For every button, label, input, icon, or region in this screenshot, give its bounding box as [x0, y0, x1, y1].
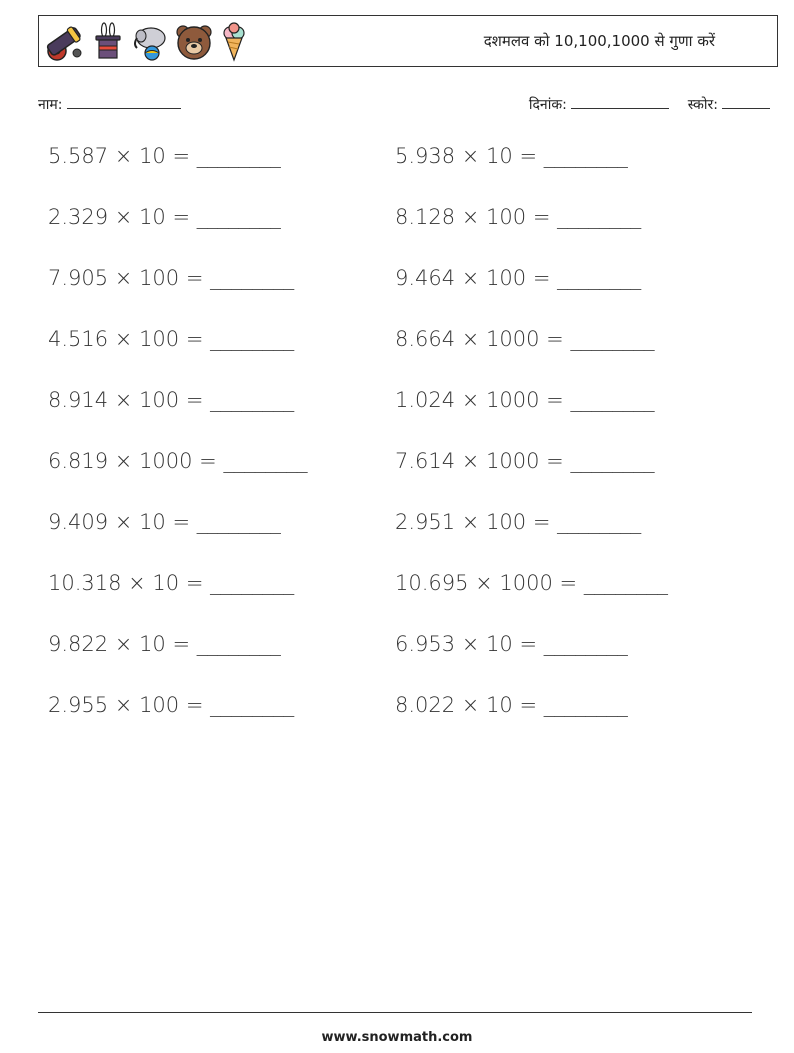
ice-cream-cone-icon [219, 22, 249, 62]
name-label: नाम: [38, 97, 63, 113]
problem-item: 10.318 × 10 = ________ [48, 571, 295, 595]
name-blank[interactable] [67, 94, 181, 109]
name-field [38, 94, 181, 114]
problem-item: 5.938 × 10 = ________ [395, 144, 628, 168]
problem-item: 6.953 × 10 = ________ [395, 632, 628, 656]
problem-row [48, 144, 748, 205]
problem-item: 8.914 × 100 = ________ [48, 388, 295, 412]
date-blank[interactable] [571, 94, 669, 109]
problem-row [48, 510, 748, 571]
problem-row [48, 449, 748, 510]
problem-item: 7.614 × 1000 = ________ [395, 449, 655, 473]
problem-item: 8.128 × 100 = ________ [395, 205, 642, 229]
problem-item: 8.664 × 1000 = ________ [395, 327, 655, 351]
date-score-fields [529, 94, 770, 114]
problem-item: 2.955 × 100 = ________ [48, 693, 295, 717]
magic-hat-rabbit-icon [91, 22, 125, 62]
problem-list [48, 144, 748, 754]
footer-divider [38, 1012, 752, 1013]
problem-row [48, 266, 748, 327]
problem-item: 9.464 × 100 = ________ [395, 266, 642, 290]
score-label: स्कोर: [687, 97, 718, 113]
problem-item: 9.822 × 10 = ________ [48, 632, 281, 656]
problem-item: 4.516 × 100 = ________ [48, 327, 295, 351]
problem-item: 7.905 × 100 = ________ [48, 266, 295, 290]
problem-item: 1.024 × 1000 = ________ [395, 388, 655, 412]
bear-face-icon [175, 22, 213, 62]
footer-url[interactable]: www.snowmath.com [321, 1030, 473, 1045]
score-blank[interactable] [722, 94, 770, 109]
problem-item: 6.819 × 1000 = ________ [48, 449, 308, 473]
worksheet-header [38, 15, 778, 67]
problem-item: 10.695 × 1000 = ________ [395, 571, 668, 595]
cannon-icon [43, 22, 85, 62]
date-label: दिनांक: [528, 97, 567, 113]
problem-item: 2.951 × 100 = ________ [395, 510, 642, 534]
problem-row [48, 205, 748, 266]
problem-item: 8.022 × 10 = ________ [395, 693, 628, 717]
problem-row [48, 632, 748, 693]
problem-row [48, 571, 748, 632]
problem-item: 5.587 × 10 = ________ [48, 144, 281, 168]
circus-elephant-icon [131, 22, 169, 62]
problem-item: 2.329 × 10 = ________ [48, 205, 281, 229]
problem-row [48, 693, 748, 754]
problem-row [48, 388, 748, 449]
problem-item: 9.409 × 10 = ________ [48, 510, 281, 534]
header-icons [43, 20, 249, 64]
problem-row [48, 327, 748, 388]
worksheet-title: दशमलव को 10,100,1000 से गुणा करें [483, 32, 715, 50]
